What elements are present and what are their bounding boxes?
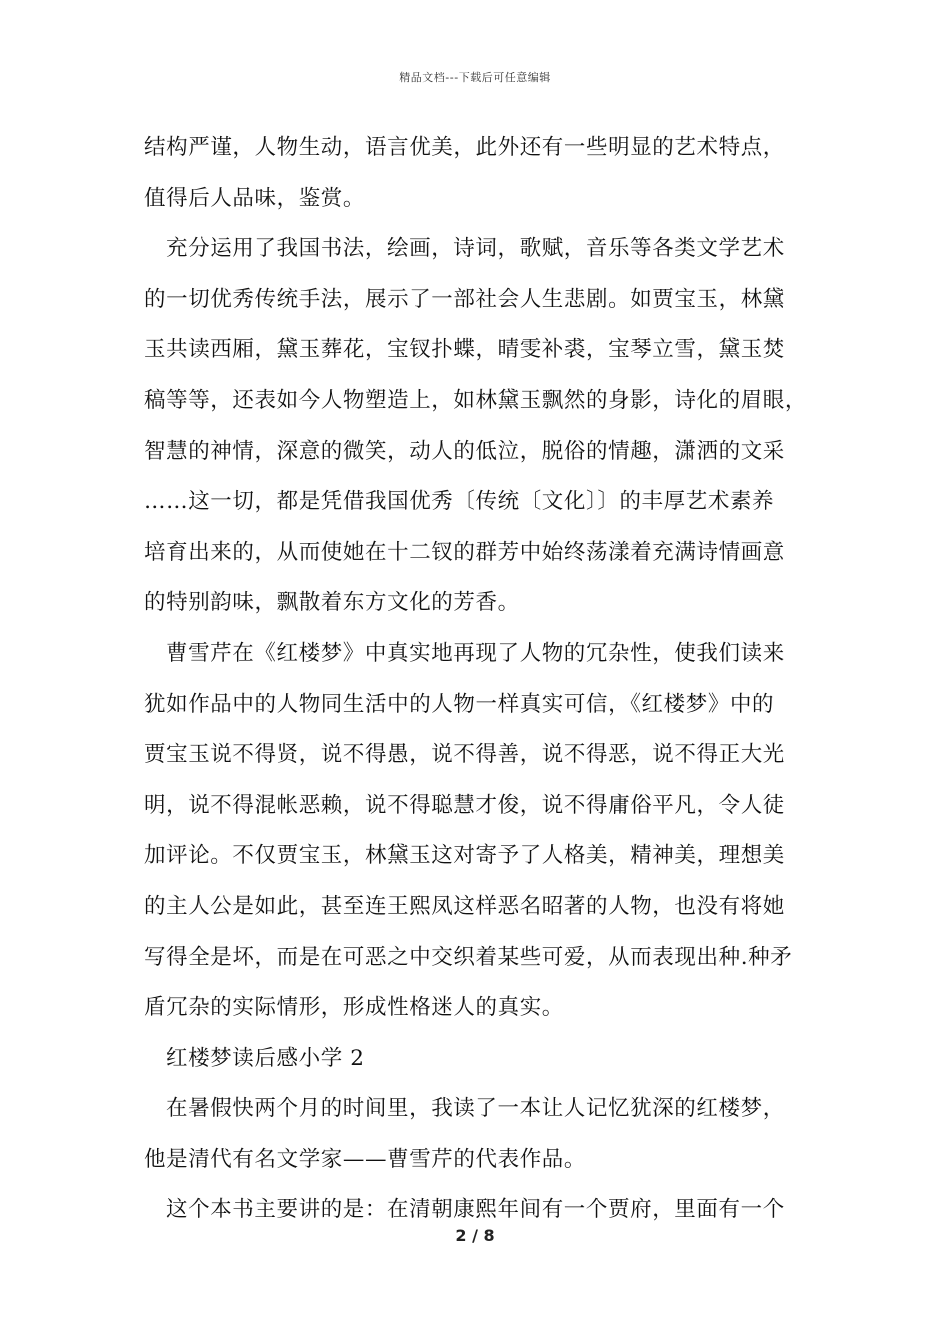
text-line: ……这一切，都是凭借我国优秀〔传统〔文化〕〕的丰厚艺术素养 bbox=[144, 489, 775, 515]
text-line: 盾冗杂的实际情形，形成性格迷人的真实。 bbox=[144, 995, 564, 1021]
text-line: 犹如作品中的人物同生活中的人物一样真实可信，《红楼梦》中的 bbox=[144, 691, 775, 717]
text-line: 他是清代有名文学家——曹雪芹的代表作品。 bbox=[144, 1146, 587, 1172]
document-body bbox=[144, 128, 824, 1241]
text-line: 值得后人品味，鉴赏。 bbox=[144, 185, 366, 211]
text-line: 稿等等，还表如今人物塑造上，如林黛玉飘然的身影，诗化的眉眼， bbox=[144, 387, 808, 413]
text-line: 明，说不得混帐恶赖，说不得聪慧才俊，说不得庸俗平凡，令人徒 bbox=[144, 792, 785, 818]
text-line: 在暑假快两个月的时间里，我读了一本让人记忆犹深的红楼梦， bbox=[166, 1096, 785, 1122]
text-line: 结构严谨，人物生动，语言优美，此外还有一些明显的艺术特点， bbox=[144, 135, 785, 160]
page-number: 2 / 8 bbox=[455, 1226, 495, 1245]
text-line: 贾宝玉说不得贤，说不得愚，说不得善，说不得恶，说不得正大光 bbox=[144, 742, 785, 768]
text-line: 充分运用了我国书法，绘画，诗词，歌赋，音乐等各类文学艺术 bbox=[166, 236, 785, 262]
text-line: 写得全是坏，而是在可恶之中交织着某些可爱，从而表现出种.种矛 bbox=[144, 944, 793, 970]
text-line: 这个本书主要讲的是：在清朝康熙年间有一个贾府，里面有一个 bbox=[166, 1197, 785, 1223]
text-line: 的一切优秀传统手法，展示了一部社会人生悲剧。如贾宝玉，林黛 bbox=[144, 286, 785, 312]
text-line: 的特别韵味，飘散着东方文化的芳香。 bbox=[144, 590, 520, 616]
text-line: 智慧的神情，深意的微笑，动人的低泣，脱俗的情趣，潇洒的文采 bbox=[144, 438, 785, 464]
text-line: 培育出来的，从而使她在十二钗的群芳中始终荡漾着充满诗情画意 bbox=[144, 539, 785, 565]
text-line: 玉共读西厢，黛玉葬花，宝钗扑蝶，晴雯补裘，宝琴立雪，黛玉焚 bbox=[144, 337, 785, 363]
page-header: 精品文档---下载后可任意编辑 bbox=[399, 71, 551, 84]
text-line: 曹雪芹在《红楼梦》中真实地再现了人物的冗杂性，使我们读来 bbox=[166, 640, 785, 666]
text-line: 加评论。不仅贾宝玉，林黛玉这对寄予了人格美，精神美，理想美 bbox=[144, 843, 785, 869]
text-line: 的主人公是如此，甚至连王熙凤这样恶名昭著的人物，也没有将她 bbox=[144, 893, 785, 919]
section-heading: 红楼梦读后感小学 2 bbox=[166, 1045, 365, 1071]
